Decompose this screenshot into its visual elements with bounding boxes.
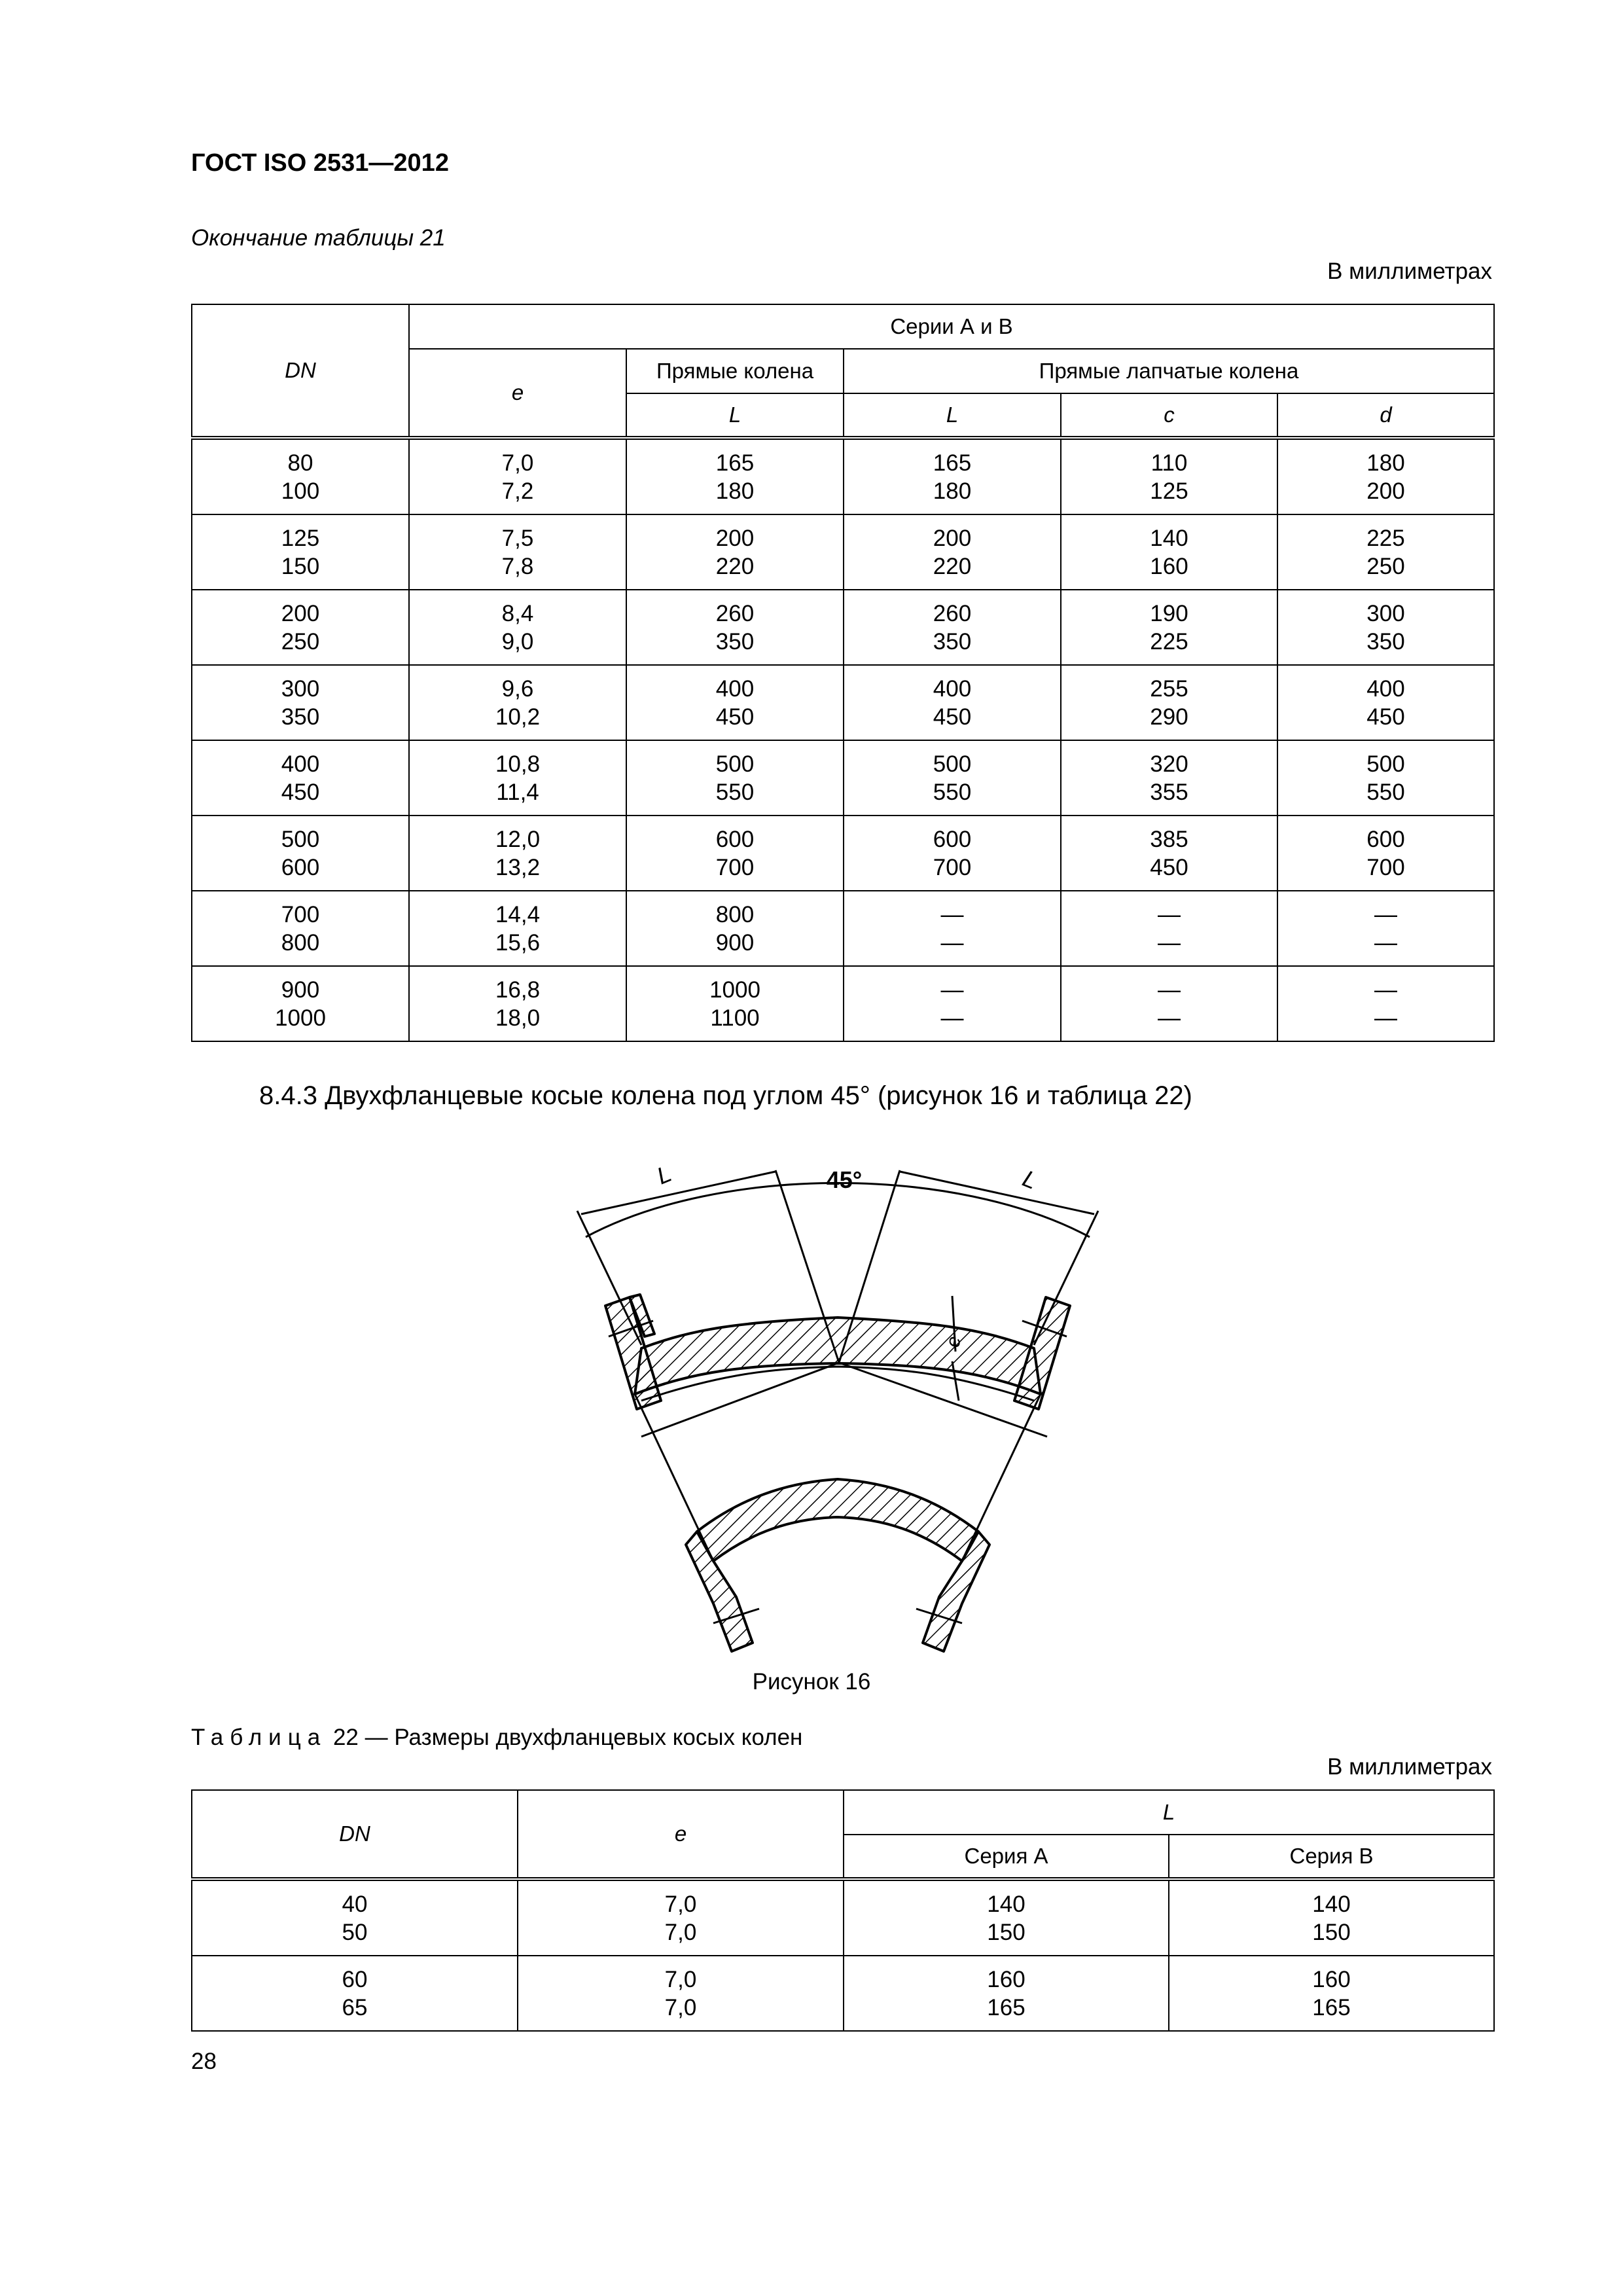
cell-value: 16,8 (495, 977, 541, 1003)
table-22 (191, 1789, 1495, 2032)
cell-value: 160 (1312, 1966, 1351, 1992)
right-length-label: L (1019, 1164, 1041, 1194)
cell-dn (192, 1879, 518, 1956)
cell-value: 100 (281, 478, 320, 504)
cell-L (626, 966, 844, 1041)
cell-L (626, 891, 844, 966)
cell-e (409, 740, 626, 816)
cell-L2 (844, 891, 1061, 966)
cell-value: 400 (1366, 675, 1405, 702)
cell-value: 225 (1366, 525, 1405, 551)
cell-value: 80 (287, 450, 313, 476)
cell-value: 300 (1366, 600, 1405, 626)
cell-dn (192, 590, 409, 665)
cell-L2 (844, 514, 1061, 590)
table-row (192, 816, 1494, 891)
cell-e (409, 816, 626, 891)
cell-value: 1000 (709, 977, 760, 1003)
cell-c (1061, 438, 1277, 514)
cell-value: — (940, 977, 964, 1003)
cell-dn (192, 514, 409, 590)
figure-caption: Рисунок 16 (752, 1669, 871, 1695)
cell-value: 110 (1150, 450, 1188, 476)
cell-value: 11,4 (496, 779, 539, 805)
cell-L (626, 816, 844, 891)
cell-L (626, 590, 844, 665)
cell-value: 8,4 (501, 600, 534, 626)
wall-thickness-label: e (942, 1335, 965, 1350)
cell-value: 355 (1150, 779, 1188, 805)
cell-value: 165 (987, 1994, 1026, 2020)
cell-value: 7,0 (664, 1891, 697, 1917)
section-heading: 8.4.3 Двухфланцевые косые колена под углом 45° (рисунок 16 и таблица 22) (259, 1081, 1192, 1110)
cell-d (1277, 966, 1494, 1041)
cell-dn (192, 740, 409, 816)
table21-units: В миллиметрах (1327, 259, 1492, 284)
cell-value: 500 (1366, 751, 1405, 777)
cell-L2 (844, 438, 1061, 514)
cell-L2 (844, 966, 1061, 1041)
cell-value: 600 (1366, 826, 1405, 852)
table-row (192, 665, 1494, 740)
cell-value: 220 (933, 553, 972, 579)
cell-value: 7,5 (501, 525, 534, 551)
cell-d (1277, 816, 1494, 891)
cell-value: 450 (933, 704, 972, 730)
cell-value: 260 (715, 600, 755, 626)
cell-value: 550 (933, 779, 972, 805)
cell-value: — (1374, 1005, 1397, 1031)
cell-dn (192, 816, 409, 891)
table22-title-prefix: Таблица (191, 1725, 327, 1750)
header-d: d (1277, 393, 1494, 438)
cell-value: 125 (281, 525, 320, 551)
cell-value: 600 (281, 854, 320, 880)
cell-L2 (844, 590, 1061, 665)
cell-c (1061, 816, 1277, 891)
cell-value: 700 (933, 854, 972, 880)
cell-dn (192, 1956, 518, 2031)
cell-value: 450 (1150, 854, 1188, 880)
header-l-straight: L (626, 393, 844, 438)
cell-value: 200 (715, 525, 755, 551)
cell-value: 450 (1366, 704, 1405, 730)
cell-b (1169, 1879, 1494, 1956)
cell-value: 190 (1150, 600, 1188, 626)
t22-header-series-b: Серия В (1169, 1835, 1494, 1879)
cell-value: 350 (933, 628, 972, 655)
cell-value: 800 (281, 929, 320, 956)
cell-value: 65 (342, 1994, 368, 2020)
cell-L (626, 740, 844, 816)
cell-value: 400 (281, 751, 320, 777)
cell-value: 9,0 (501, 628, 534, 655)
cell-d (1277, 891, 1494, 966)
cell-value: 1000 (275, 1005, 326, 1031)
cell-value: 200 (933, 525, 972, 551)
header-series: Серии А и В (409, 304, 1494, 349)
cell-L (626, 438, 844, 514)
cell-L2 (844, 816, 1061, 891)
cell-c (1061, 514, 1277, 590)
cell-value: 385 (1150, 826, 1188, 852)
cell-value: 7,0 (664, 1966, 697, 1992)
page-number: 28 (191, 2049, 217, 2074)
table-row (192, 1956, 1494, 2031)
cell-d (1277, 438, 1494, 514)
cell-value: 450 (715, 704, 755, 730)
cell-value: 50 (342, 1919, 368, 1945)
cell-value: 60 (342, 1966, 368, 1992)
cell-e (409, 665, 626, 740)
figure-16-drawing (524, 1126, 1152, 1662)
cell-e (518, 1879, 844, 1956)
cell-value: 7,0 (501, 450, 534, 476)
t22-header-e: e (518, 1790, 844, 1879)
cell-value: 255 (1150, 675, 1188, 702)
cell-b (1169, 1956, 1494, 2031)
table-21 (191, 304, 1495, 1042)
cell-value: 250 (1366, 553, 1405, 579)
cell-c (1061, 590, 1277, 665)
table-row (192, 1879, 1494, 1956)
cell-value: 180 (1366, 450, 1405, 476)
cell-value: 350 (1366, 628, 1405, 655)
cell-c (1061, 891, 1277, 966)
cell-value: 260 (933, 600, 972, 626)
cell-value: 125 (1150, 478, 1188, 504)
table22-title-rest: 22 — Размеры двухфланцевых косых колен (327, 1725, 803, 1750)
cell-d (1277, 665, 1494, 740)
cell-value: 140 (1150, 525, 1188, 551)
cell-value: 500 (281, 826, 320, 852)
cell-value: 200 (281, 600, 320, 626)
cell-value: — (940, 901, 964, 927)
cell-c (1061, 966, 1277, 1041)
t22-header-dn: DN (192, 1790, 518, 1879)
document-standard-title: ГОСТ ISO 2531—2012 (191, 149, 449, 177)
cell-value: 10,8 (495, 751, 541, 777)
cell-value: 350 (715, 628, 755, 655)
header-l-flanged: L (844, 393, 1061, 438)
header-dn: DN (192, 304, 409, 438)
cell-value: 165 (715, 450, 755, 476)
cell-value: 180 (715, 478, 755, 504)
cell-value: — (1374, 901, 1397, 927)
cell-value: 9,6 (501, 675, 534, 702)
cell-L (626, 665, 844, 740)
cell-value: 12,0 (495, 826, 541, 852)
cell-value: 500 (715, 751, 755, 777)
cell-dn (192, 891, 409, 966)
cell-value: 600 (715, 826, 755, 852)
cell-value: — (1374, 929, 1397, 956)
cell-e (409, 438, 626, 514)
cell-value: — (1158, 977, 1181, 1003)
cell-value: 700 (1366, 854, 1405, 880)
cell-value: 550 (715, 779, 755, 805)
cell-value: 400 (715, 675, 755, 702)
cell-value: 290 (1150, 704, 1188, 730)
cell-dn (192, 438, 409, 514)
cell-value: — (1158, 901, 1181, 927)
table-row (192, 438, 1494, 514)
cell-value: 300 (281, 675, 320, 702)
cell-d (1277, 590, 1494, 665)
cell-c (1061, 740, 1277, 816)
table22-units: В миллиметрах (1327, 1754, 1492, 1780)
cell-value: 15,6 (495, 929, 541, 956)
cell-e (518, 1956, 844, 2031)
cell-value: — (1158, 1005, 1181, 1031)
cell-value: 150 (281, 553, 320, 579)
table-row (192, 590, 1494, 665)
cell-value: 7,2 (501, 478, 534, 504)
cell-value: — (940, 1005, 964, 1031)
cell-value: 250 (281, 628, 320, 655)
cell-d (1277, 514, 1494, 590)
cell-c (1061, 665, 1277, 740)
table-row (192, 966, 1494, 1041)
cell-value: 550 (1366, 779, 1405, 805)
cell-d (1277, 740, 1494, 816)
cell-dn (192, 665, 409, 740)
cell-value: 40 (342, 1891, 368, 1917)
cell-value: 7,8 (501, 553, 534, 579)
t22-header-l: L (844, 1790, 1494, 1835)
cell-value: 800 (715, 901, 755, 927)
cell-L (626, 514, 844, 590)
cell-e (409, 514, 626, 590)
cell-value: 14,4 (495, 901, 541, 927)
table22-title (191, 1725, 802, 1751)
cell-e (409, 966, 626, 1041)
cell-value: 140 (987, 1891, 1026, 1917)
cell-value: 350 (281, 704, 320, 730)
cell-value: — (1374, 977, 1397, 1003)
cell-a (844, 1956, 1169, 2031)
cell-value: 165 (933, 450, 972, 476)
table-row (192, 740, 1494, 816)
cell-L2 (844, 665, 1061, 740)
cell-value: 180 (933, 478, 972, 504)
cell-value: 900 (715, 929, 755, 956)
inner-wall-section (697, 1479, 978, 1561)
t22-header-series-a: Серия А (844, 1835, 1169, 1879)
cell-value: — (1158, 929, 1181, 956)
cell-value: 7,0 (664, 1919, 697, 1945)
cell-value: 150 (987, 1919, 1026, 1945)
cell-value: 450 (281, 779, 320, 805)
table-row (192, 514, 1494, 590)
cell-a (844, 1879, 1169, 1956)
cell-value: — (940, 929, 964, 956)
cell-value: 160 (1150, 553, 1188, 579)
table21-continuation-caption: Окончание таблицы 21 (191, 225, 446, 251)
table-row (192, 891, 1494, 966)
cell-value: 200 (1366, 478, 1405, 504)
cell-e (409, 590, 626, 665)
header-flanged-bends: Прямые лапчатые колена (844, 349, 1494, 393)
cell-value: 400 (933, 675, 972, 702)
cell-value: 140 (1312, 1891, 1351, 1917)
cell-value: 10,2 (495, 704, 541, 730)
cell-dn (192, 966, 409, 1041)
cell-value: 160 (987, 1966, 1026, 1992)
left-length-label: L (652, 1159, 675, 1190)
cell-value: 500 (933, 751, 972, 777)
header-e: e (409, 349, 626, 438)
cell-value: 1100 (710, 1005, 760, 1031)
cell-value: 150 (1312, 1919, 1351, 1945)
cell-value: 700 (281, 901, 320, 927)
cell-value: 600 (933, 826, 972, 852)
cell-value: 900 (281, 977, 320, 1003)
angle-label: 45° (826, 1166, 863, 1193)
cell-value: 700 (715, 854, 755, 880)
cell-value: 225 (1150, 628, 1188, 655)
cell-value: 320 (1150, 751, 1188, 777)
header-c: c (1061, 393, 1277, 438)
cell-value: 7,0 (664, 1994, 697, 2020)
cell-L2 (844, 740, 1061, 816)
cell-value: 18,0 (495, 1005, 541, 1031)
cell-value: 220 (715, 553, 755, 579)
cell-value: 13,2 (495, 854, 541, 880)
header-straight-bends: Прямые колена (626, 349, 844, 393)
cell-value: 165 (1312, 1994, 1351, 2020)
cell-e (409, 891, 626, 966)
